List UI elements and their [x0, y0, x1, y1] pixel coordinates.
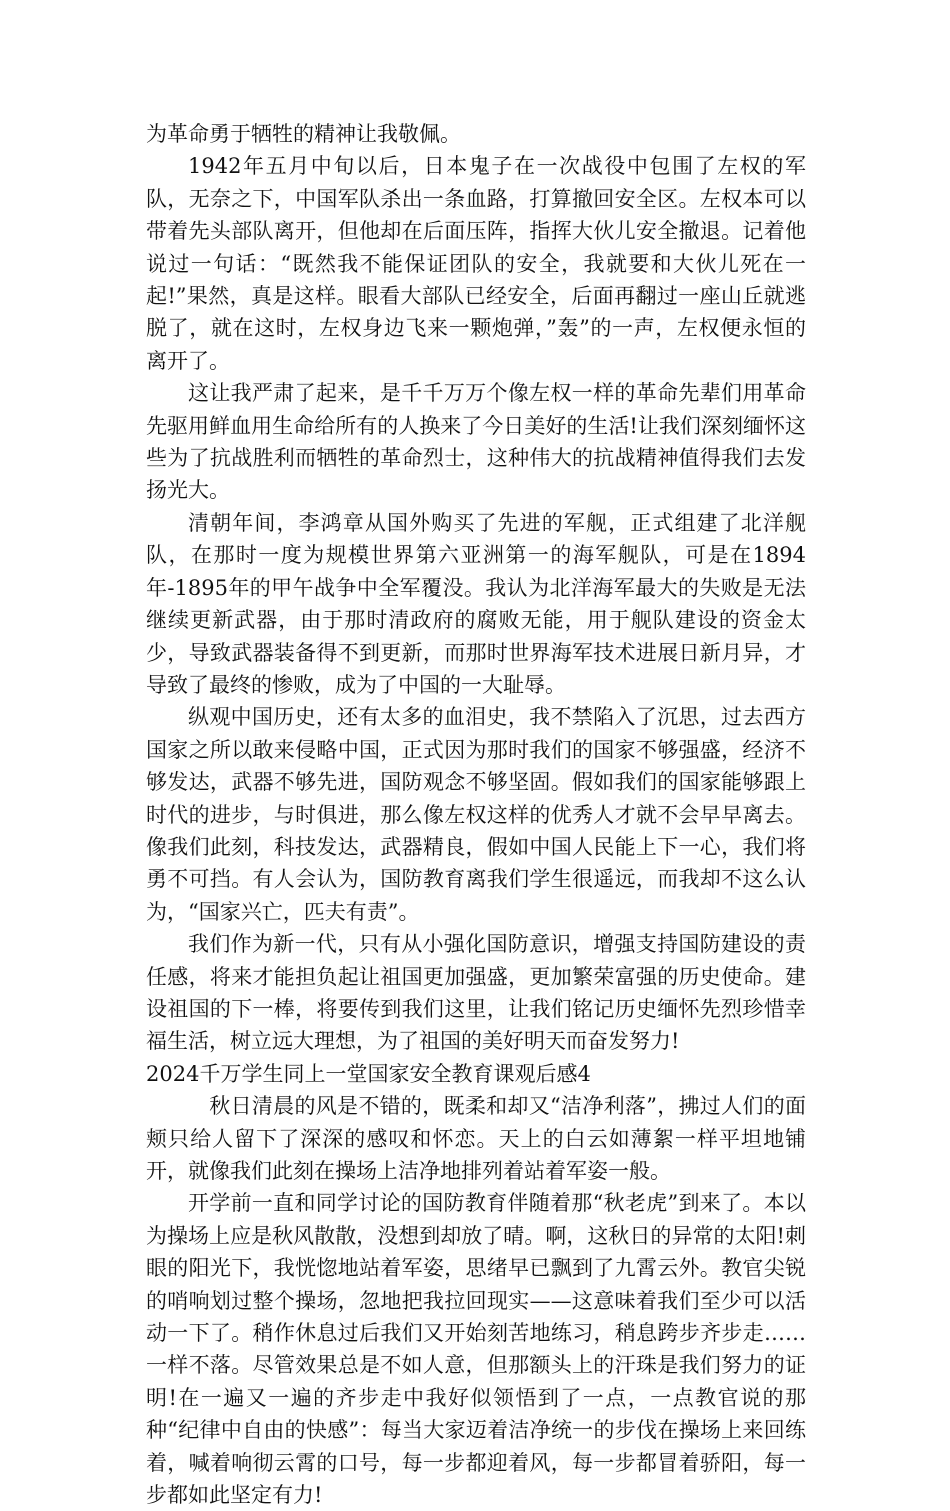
paragraph: 纵观中国历史，还有太多的血泪史，我不禁陷入了沉思，过去西方国家之所以敢来侵略中国，正式因为那时我们的国家不够强盛，经济不够发达，武器不够先进，国防观念不够坚固。假如我们的国家能够跟上时代的进步，与时俱进，那么像左权这样的优秀人才就不会早早离去。像我们此刻，科技发达，武器精良，假如中国人民能上下一心，我们将勇不可挡。有人会认为，国防教育离我们学生很遥远，而我却不这么认为，“国家兴亡，匹夫有责”。	[146, 705, 806, 924]
paragraph: 清朝年间，李鸿章从国外购买了先进的军舰，正式组建了北洋舰队，在那时一度为规模世界第六亚洲第一的海军舰队，可是在1894年-1895年的甲午战争中全军覆没。我认为北洋海军最大的失败是无法继续更新武器，由于那时清政府的腐败无能，用于舰队建设的资金太少，导致武器装备得不到更新，而那时世界海军技术进展日新月异，才导致了最终的惨败，成为了中国的一大耻辱。	[146, 510, 806, 697]
paragraph: 为革命勇于牺牲的精神让我敬佩。	[146, 122, 461, 146]
paragraph: 这让我严肃了起来，是千千万万个像左权一样的革命先辈们用革命先驱用鲜血用生命给所有的人换来了今日美好的生活!让我们深刻缅怀这些为了抗战胜利而牺牲的革命烈士，这种伟大的抗战精神值得我们去发扬光大。	[146, 381, 806, 503]
document-page	[146, 118, 806, 1511]
paragraph: 秋日清晨的风是不错的，既柔和却又“洁净利落”，拂过人们的面颊只给人留下了深深的感叹和怀恋。天上的白云如薄絮一样平坦地铺开，就像我们此刻在操场上洁净地排列着站着军姿一般。	[146, 1094, 806, 1183]
paragraph: 1942年五月中旬以后，日本鬼子在一次战役中包围了左权的军队，无奈之下，中国军队杀出一条血路，打算撤回安全区。左权本可以带着先头部队离开，但他却在后面压阵，指挥大伙儿安全撤退。记着他说过一句话：“既然我不能保证团队的安全，我就要和大伙儿死在一起!”果然，真是这样。眼看大部队已经安全，后面再翻过一座山丘就逃脱了，就在这时，左权身边飞来一颗炮弹，”轰”的一声，左权便永恒的离开了。	[146, 154, 806, 373]
essay-heading: 2024千万学生同上一堂国家安全教育课观后感4	[146, 1061, 591, 1086]
paragraph: 我们作为新一代，只有从小强化国防意识，增强支持国防建设的责任感，将来才能担负起让祖国更加强盛，更加繁荣富强的历史使命。建设祖国的下一棒，将要传到我们这里，让我们铭记历史缅怀先烈珍惜幸福生活，树立远大理想，为了祖国的美好明天而奋发努力!	[146, 932, 806, 1054]
paragraph: 开学前一直和同学讨论的国防教育伴随着那“秋老虎”到来了。本以为操场上应是秋风散散，没想到却放了晴。啊，这秋日的异常的太阳!刺眼的阳光下，我恍惚地站着军姿，思绪早已飘到了九霄云外。教官尖锐的哨响划过整个操场，忽地把我拉回现实——这意味着我们至少可以活动一下了。稍作休息过后我们又开始刻苦地练习，稍息跨步齐步走……一样不落。尽管效果总是不如人意，但那额头上的汗珠是我们努力的证明!在一遍又一遍的齐步走中我好似领悟到了一点，一点教官说的那种“纪律中自由的快感”：每当大家迈着洁净统一的步伐在操场上来回练着，喊着响彻云霄的口号，每一步都迎着风，每一步都冒着骄阳，每一步都如此坚定有力!	[146, 1191, 806, 1508]
